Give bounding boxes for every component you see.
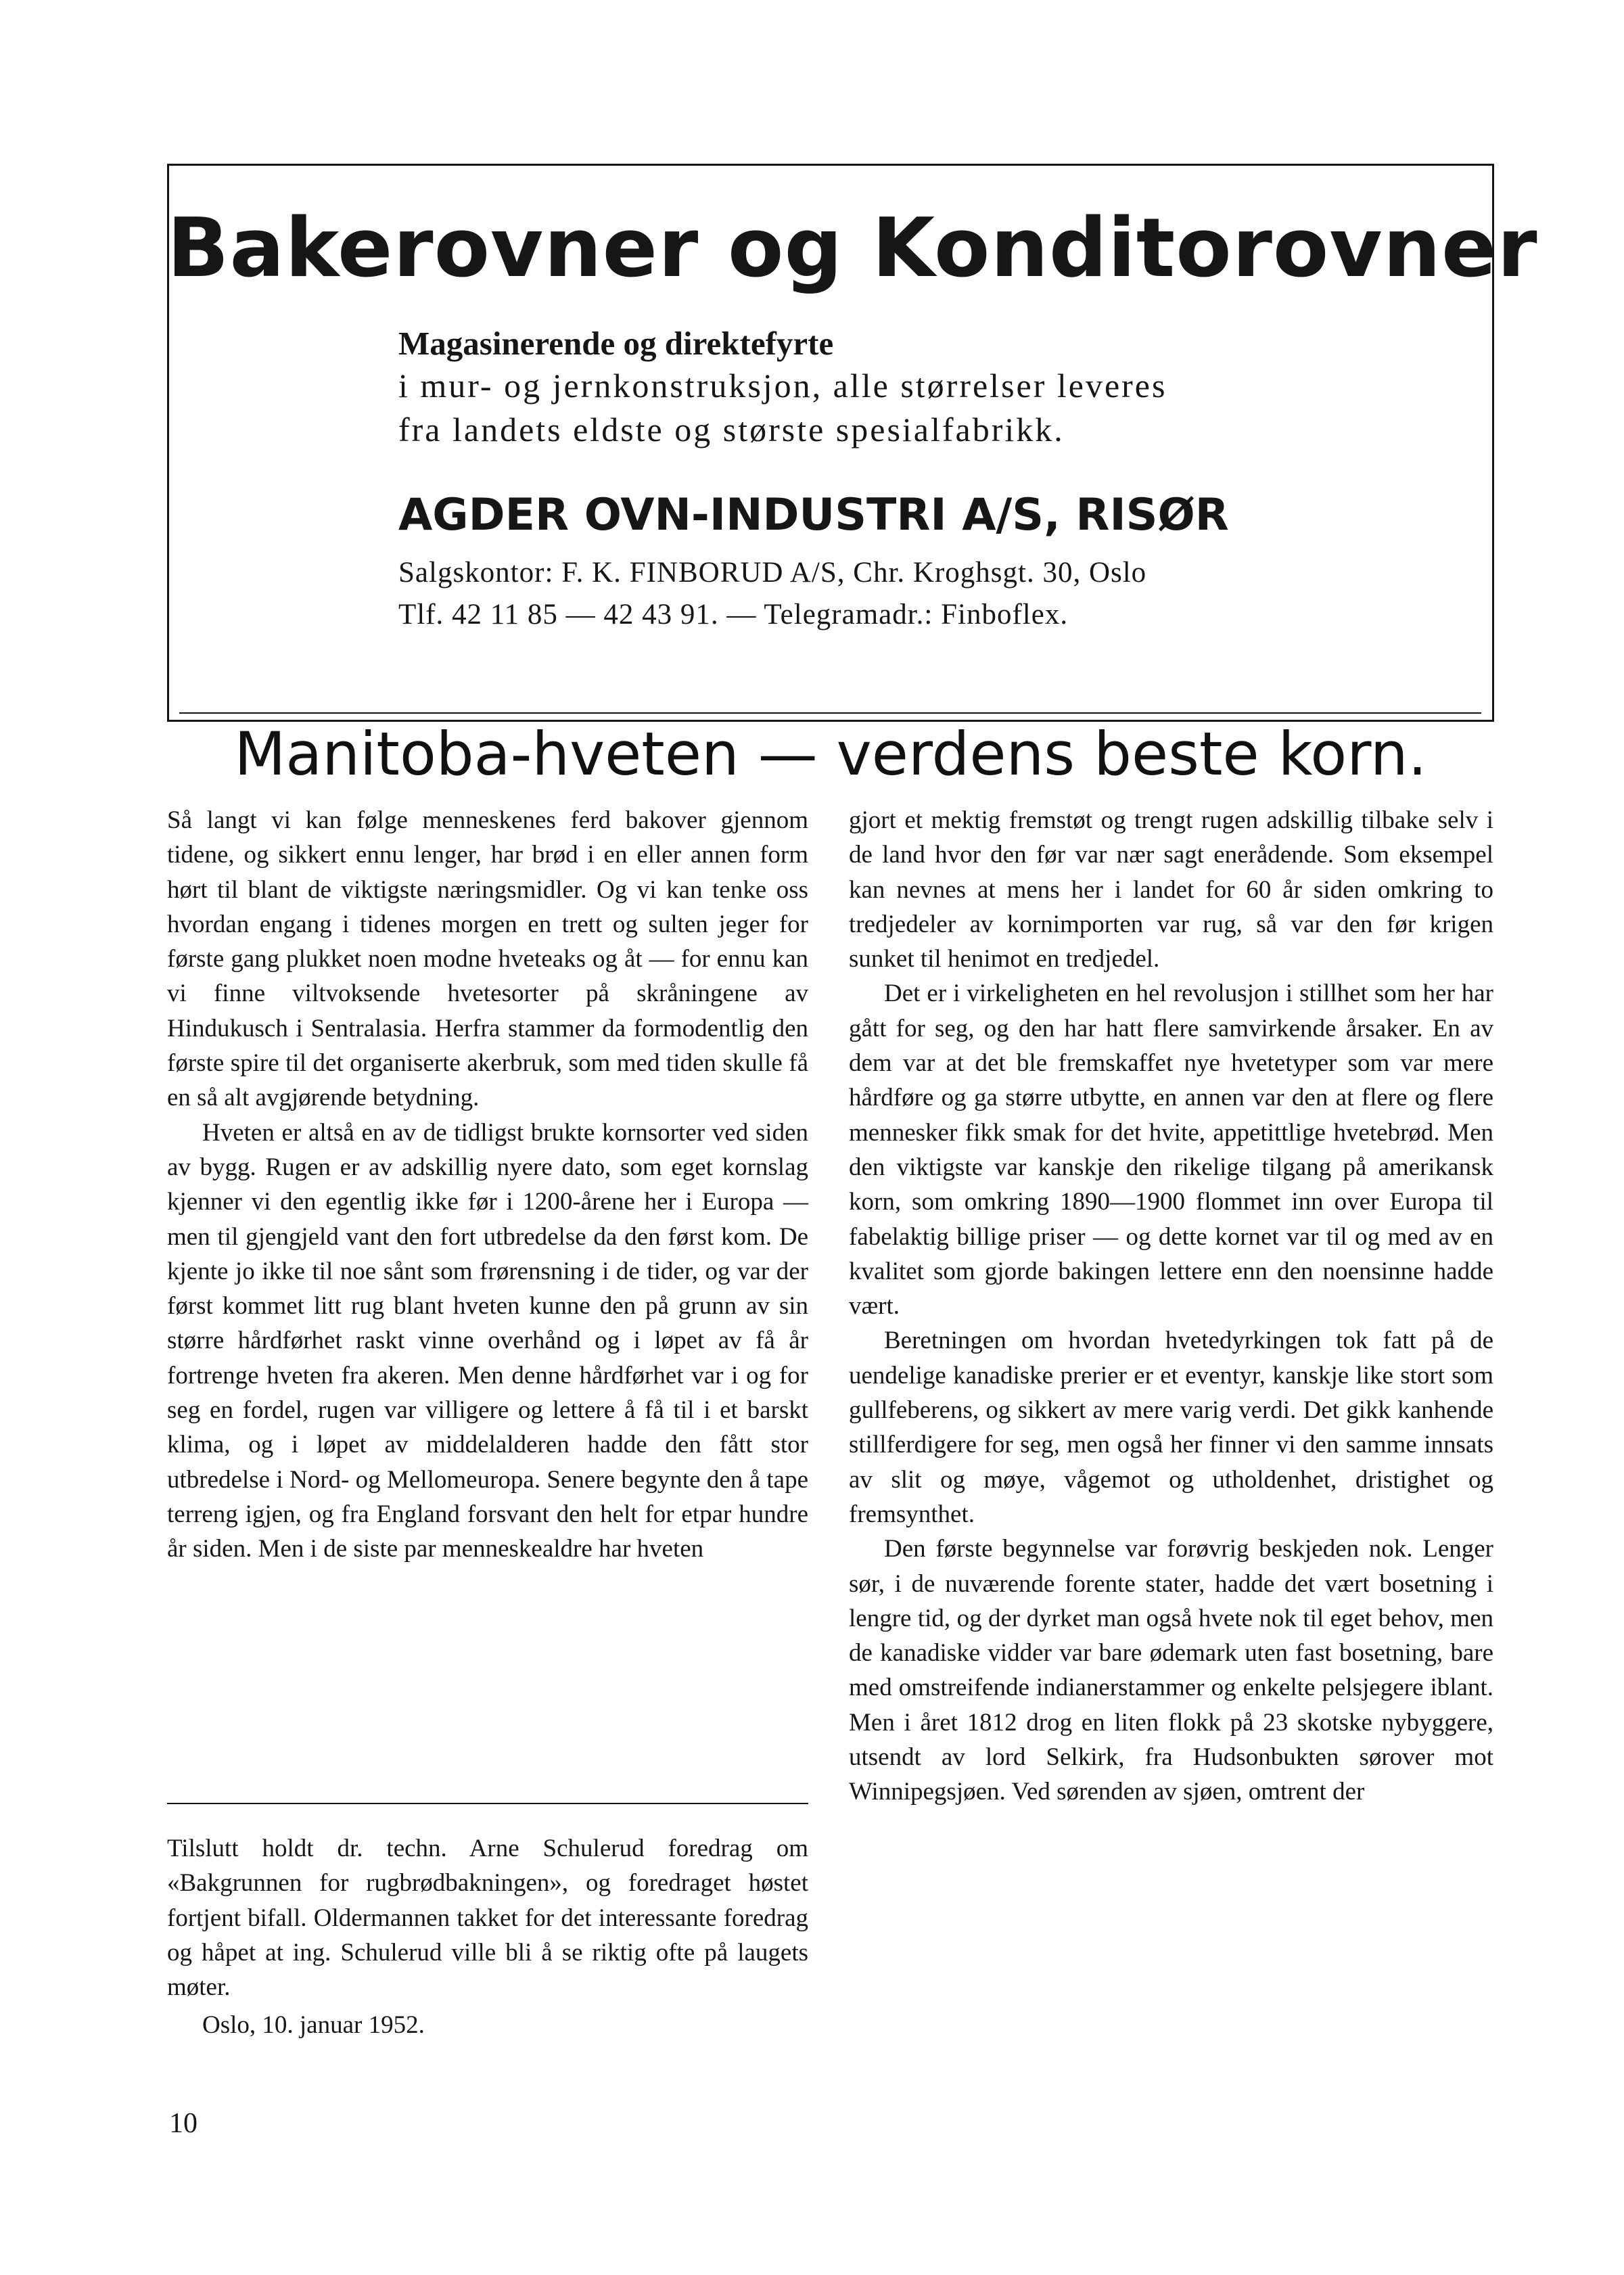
article-paragraph: Beretningen om hvordan hvetedyrkingen tok fatt på de uendelige kanadiske prerier er et eventyr, kanskje like stort som gullfeberens, og sikkert av mere varig verdi. Det gikk kanhende stillferdigere for seg, men også her finner vi den samme innsats av slit og møye, vågemot og utholdenhet, dristighet og fremsynthet. bbox=[849, 1327, 1493, 1528]
ad-description-line: i mur- og jernkonstruksjon, alle størrelser leveres bbox=[398, 367, 1167, 405]
article-paragraph: Så langt vi kan følge menneskenes ferd bakover gjennom tidene, og sikkert ennu lenger, har brød i en eller annen form hørt til blant de viktigste næringsmidler. Og vi kan tenke oss hvordan engang i tidenes morgen en trett og sulten jeger for første gang plukket noen modne hveteaks og åt — for ennu kan vi finne viltvoksende hvetesorter på skråningene av Hindukusch i Sentralasia. Herfra stammer da formodentlig den første spire til det organiserte akerbruk, som med tiden skulle få en så alt avgjørende betydning. bbox=[167, 806, 808, 1112]
article-headline: Manitoba-hveten — verdens beste korn. bbox=[234, 719, 1427, 789]
ad-frame-top bbox=[167, 164, 1494, 166]
ad-subtitle: Magasinerende og direktefyrte bbox=[398, 325, 834, 362]
advertisement bbox=[167, 169, 1538, 715]
ad-body bbox=[398, 323, 1413, 636]
article-paragraph: Den første begynnelse var forøvrig beskjeden nok. Lenger sør, i de nuværende forente stater, hadde det vært bosetning i lengre tid, og der dyrket man også hvete nok til eget behov, men de kanadiske vidder var bare ødemark uten fast bosetning, bare med omstreifende indianerstammer og enkelte pelsjegere iblant. Men i året 1812 drog en liten flokk på 23 skotske nybyggere, utsendt av lord Selkirk, fra Hudsonbukten sørover mot Winnipegsjøen. Ved sørenden av sjøen, omtrent der bbox=[849, 1535, 1493, 1806]
section-divider bbox=[167, 1803, 808, 1804]
article-paragraph: Hveten er altså en av de tidligst brukte kornsorter ved siden av bygg. Rugen er av adskillig nyere dato, som eget kornslag kjenner vi den egentlig ikke før i 1200-årene her i Europa — men til gjengjeld vant den fort utbredelse da den først kom. De kjente jo ikke til noe sånt som frørensning i de tider, og var der først kommet litt rug blant hveten kunne den på grunn av sin større hårdførhet raskt vinne overhånd og i løpet av få år fortrenge hveten fra akeren. Men denne hårdførhet var i og for seg en fordel, rugen var villigere og lettere å få til i et barskt klima, og i løpet av middelalderen hadde den fått stor utbredelse i Nord- og Mellomeuropa. Senere begynte den å tape terreng igjen, og fra England forsvant den helt for etpar hundre år siden. Men i de siste par menneskealdre har hveten bbox=[167, 1118, 808, 1563]
closing-note-date: Oslo, 10. januar 1952. bbox=[202, 2011, 425, 2040]
ad-sales-office: Salgskontor: F. K. FINBORUD A/S, Chr. Kroghsgt. 30, Oslo bbox=[398, 557, 1147, 589]
article-paragraph: Det er i virkeligheten en hel revolusjon i stillhet som her har gått for seg, og den har hatt flere samvirkende årsaker. En av dem var at det ble fremskaffet nye hvetetyper som var mere hårdføre og ga større utbytte, en annen var den at flere og flere mennesker fikk smak for det hvite, appetittlige hvetebrød. Men den viktigste var kanskje den rikelige tilgang på amerikansk korn, som omkring 1890—1900 flommet inn over Europa til fabelaktig billige priser — og dette kornet var til og med av en kvalitet som gjorde bakingen lettere enn den noensinne hadde vært. bbox=[849, 980, 1493, 1320]
closing-note bbox=[167, 1831, 808, 2043]
article-right-column bbox=[849, 803, 1493, 1810]
page-number: 10 bbox=[169, 2108, 198, 2139]
article-left-column bbox=[167, 803, 808, 1567]
ad-description-line: fra landets eldste og største spesialfabrikk. bbox=[398, 411, 1065, 449]
article-paragraph: gjort et mektig fremstøt og trengt rugen adskillig tilbake selv i de land hvor den før var nær sagt enerådende. Som eksempel kan nevnes at mens her i landet for 60 år siden omkring to tredjedeler av kornimporten var rug, så var den før krigen sunket til henimot en tredjedel. bbox=[849, 806, 1493, 973]
closing-note-text: Tilslutt holdt dr. techn. Arne Schulerud foredrag om «Bakgrunnen for rugbrødbakningen», og foredraget høstet fortjent bifall. Oldermannen takket for det interessante foredrag og håpet at ing. Schulerud ville bli å se riktig ofte på laugets møter. bbox=[167, 1835, 808, 2002]
ad-company-name: AGDER OVN-INDUSTRI A/S, RISØR bbox=[398, 490, 1229, 541]
ad-title: Bakerovner og Konditorovner bbox=[167, 202, 1538, 296]
ad-phone-telegram: Tlf. 42 11 85 — 42 43 91. — Telegramadr.: Finboflex. bbox=[398, 599, 1069, 630]
